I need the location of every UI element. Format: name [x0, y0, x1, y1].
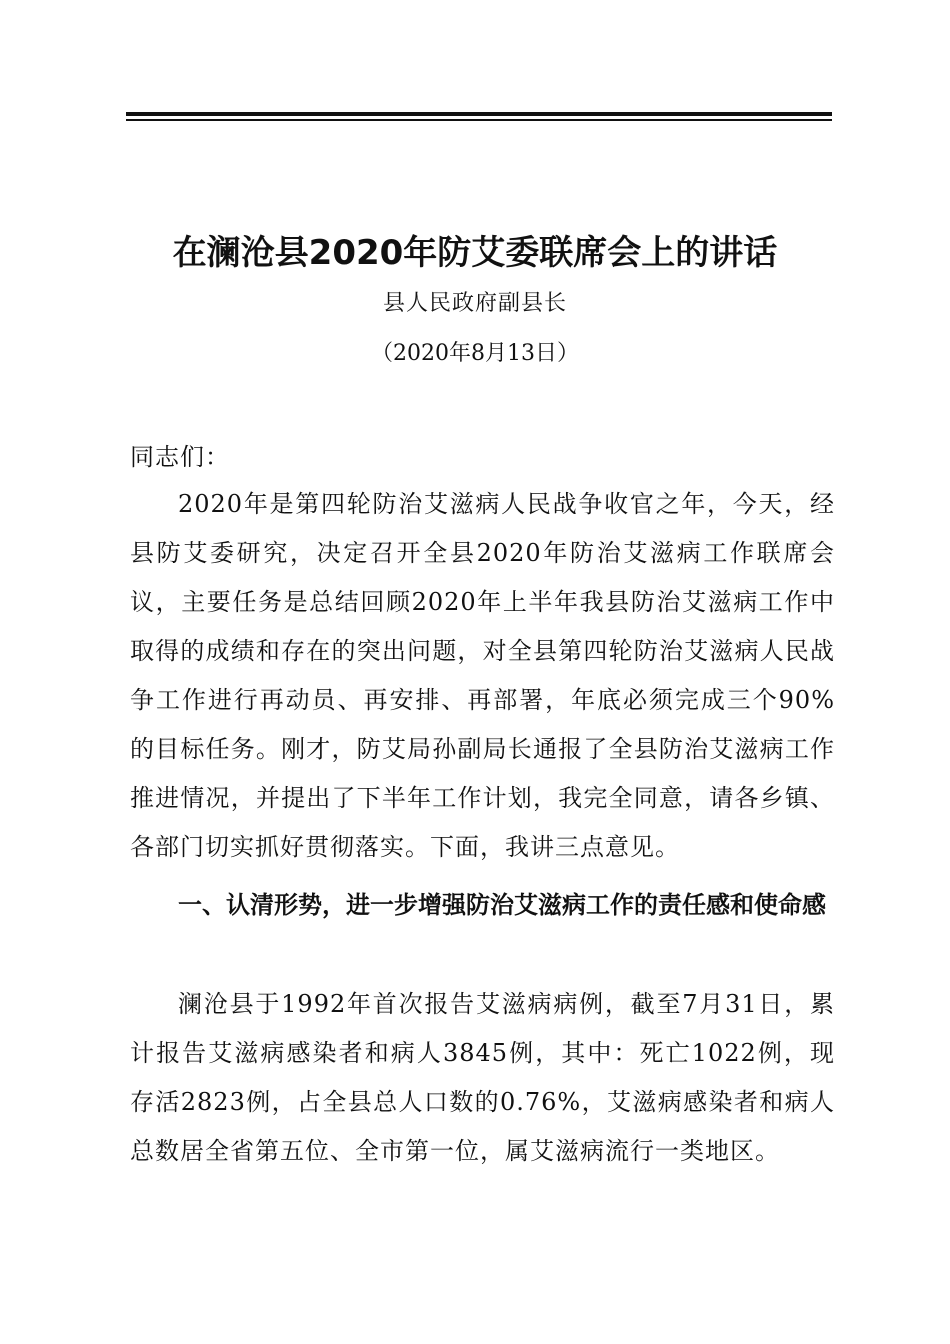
speaker-line: 县人民政府副县长	[382, 291, 567, 316]
document-title: 在澜沧县2020年防艾委联席会上的讲话	[172, 233, 778, 273]
paragraph-situation: 澜沧县于1992年首次报告艾滋病病例，截至7月31日，累计报告艾滋病感染者和病人3845例，其中：死亡1022例，现存活2823例，占全县总人口数的0.76%，艾滋病感染者和病人总数居全省第五位、全市第一位，属艾滋病流行一类地区。	[130, 990, 835, 1165]
greeting: 同志们：	[130, 443, 230, 471]
header-double-rule-top	[126, 112, 832, 116]
section-heading-1: 一、认清形势，进一步增强防治艾滋病工作的责任感和使命感	[178, 891, 826, 919]
paragraph-intro: 2020年是第四轮防治艾滋病人民战争收官之年，今天，经县防艾委研究，决定召开全县2020年防治艾滋病工作联席会议，主要任务是总结回顾2020年上半年我县防治艾滋病工作中取得的成绩和存在的突出问题，对全县第四轮防治艾滋病人民战争工作进行再动员、再安排、再部署，年底必须完成三个90%的目标任务。刚才，防艾局孙副局长通报了全县防治艾滋病工作推进情况，并提出了下半年工作计划，我完全同意，请各乡镇、各部门切实抓好贯彻落实。下面，我讲三点意见。	[130, 490, 835, 861]
date-line: （2020年8月13日）	[371, 341, 579, 366]
header-double-rule-bottom	[126, 119, 832, 121]
